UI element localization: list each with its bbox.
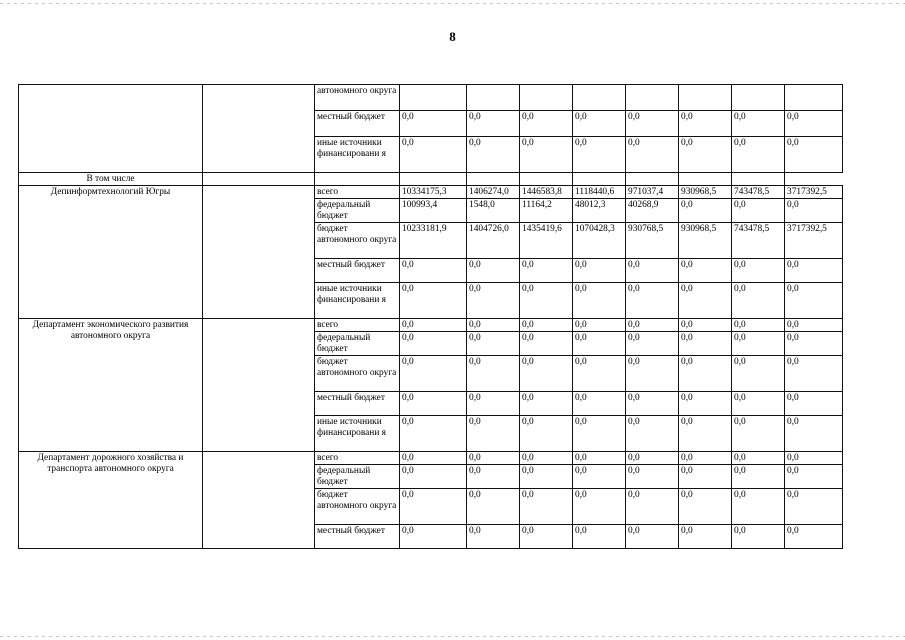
empty-cell [203,186,315,319]
value-cell: 0,0 [400,452,467,465]
value-cell: 0,0 [732,319,785,332]
value-cell: 0,0 [400,465,467,489]
value-cell: 0,0 [520,392,573,416]
value-cell: 1406274,0 [467,186,520,199]
value-cell: 0,0 [785,416,843,452]
scan-artifact-top [0,3,905,4]
organization-name: Депинформтехнологий Югры [19,186,203,319]
value-cell: 971037,4 [626,186,679,199]
value-cell: 0,0 [467,525,520,549]
value-cell [732,85,785,111]
value-cell: 0,0 [785,319,843,332]
empty-cell [400,173,467,186]
empty-cell [203,319,315,452]
value-cell: 0,0 [400,416,467,452]
funding-source-cell: федеральный бюджет [315,465,400,489]
value-cell: 0,0 [679,465,732,489]
page-number: 8 [449,29,456,44]
value-cell: 0,0 [732,199,785,223]
value-cell: 0,0 [732,283,785,319]
value-cell: 1404726,0 [467,223,520,259]
value-cell [467,85,520,111]
value-cell: 0,0 [400,392,467,416]
value-cell: 0,0 [467,465,520,489]
value-cell: 0,0 [520,452,573,465]
value-cell: 0,0 [732,452,785,465]
value-cell: 0,0 [467,111,520,137]
value-cell: 0,0 [467,137,520,173]
value-cell: 0,0 [520,416,573,452]
empty-cell [203,452,315,549]
value-cell: 0,0 [732,356,785,392]
empty-cell [520,173,573,186]
value-cell: 0,0 [679,111,732,137]
org-cell [19,85,203,173]
value-cell: 0,0 [785,283,843,319]
funding-source-cell: федеральный бюджет [315,199,400,223]
value-cell: 0,0 [679,392,732,416]
in-total-label: В том числе [19,173,203,186]
value-cell: 0,0 [400,356,467,392]
value-cell: 0,0 [679,489,732,525]
value-cell: 0,0 [573,111,626,137]
value-cell: 0,0 [520,259,573,283]
value-cell: 1070428,3 [573,223,626,259]
table-row [19,319,843,332]
value-cell: 0,0 [679,319,732,332]
value-cell: 0,0 [679,452,732,465]
empty-cell [679,173,732,186]
value-cell: 0,0 [400,111,467,137]
value-cell: 1118440,6 [573,186,626,199]
value-cell: 0,0 [679,525,732,549]
value-cell: 743478,5 [732,186,785,199]
empty-cell [467,173,520,186]
value-cell: 0,0 [732,489,785,525]
value-cell: 0,0 [626,489,679,525]
funding-source-cell: всего [315,186,400,199]
value-cell: 0,0 [732,525,785,549]
value-cell: 0,0 [467,392,520,416]
value-cell: 0,0 [785,465,843,489]
value-cell [520,85,573,111]
value-cell: 0,0 [573,525,626,549]
value-cell: 930768,5 [626,223,679,259]
value-cell: 0,0 [467,416,520,452]
value-cell: 0,0 [573,452,626,465]
funding-source-cell: иные источники финансировани я [315,283,400,319]
value-cell: 0,0 [400,489,467,525]
value-cell: 0,0 [626,452,679,465]
value-cell: 0,0 [520,356,573,392]
value-cell: 0,0 [626,259,679,283]
value-cell [679,85,732,111]
value-cell: 0,0 [467,319,520,332]
value-cell: 0,0 [679,332,732,356]
funding-source-cell: федеральный бюджет [315,332,400,356]
value-cell: 0,0 [626,465,679,489]
value-cell: 0,0 [679,283,732,319]
value-cell: 0,0 [400,283,467,319]
value-cell: 0,0 [467,283,520,319]
value-cell: 0,0 [573,465,626,489]
funding-source-cell: местный бюджет [315,259,400,283]
scan-artifact-bottom [0,636,905,637]
value-cell: 0,0 [573,137,626,173]
value-cell: 0,0 [626,332,679,356]
value-cell: 0,0 [520,283,573,319]
value-cell: 0,0 [785,356,843,392]
value-cell: 0,0 [520,319,573,332]
funding-source-cell: иные источники финансировани я [315,137,400,173]
value-cell: 40268,9 [626,199,679,223]
value-cell: 0,0 [679,199,732,223]
funding-source-cell: местный бюджет [315,525,400,549]
value-cell: 0,0 [573,259,626,283]
funding-source-cell: бюджет автономного округа [315,489,400,525]
value-cell: 0,0 [785,332,843,356]
value-cell: 0,0 [785,199,843,223]
value-cell: 0,0 [785,452,843,465]
value-cell: 0,0 [520,332,573,356]
empty-cell [203,173,315,186]
funding-source-cell: бюджет автономного округа [315,356,400,392]
value-cell: 1446583,8 [520,186,573,199]
value-cell: 0,0 [573,392,626,416]
empty-cell [732,173,785,186]
value-cell [785,85,843,111]
value-cell: 0,0 [732,137,785,173]
section-label-row [19,173,843,186]
value-cell: 1435419,6 [520,223,573,259]
value-cell: 100993,4 [400,199,467,223]
budget-table [18,84,843,549]
value-cell: 0,0 [520,111,573,137]
value-cell: 0,0 [400,259,467,283]
table-row [19,186,843,199]
value-cell: 0,0 [400,137,467,173]
value-cell: 0,0 [400,319,467,332]
value-cell: 0,0 [467,259,520,283]
value-cell: 0,0 [467,356,520,392]
empty-cell [315,173,400,186]
value-cell: 0,0 [732,465,785,489]
table-row [19,452,843,465]
value-cell [400,85,467,111]
value-cell: 1548,0 [467,199,520,223]
value-cell: 0,0 [679,356,732,392]
value-cell: 48012,3 [573,199,626,223]
value-cell: 0,0 [400,525,467,549]
value-cell: 11164,2 [520,199,573,223]
table-row [19,85,843,111]
value-cell: 0,0 [785,525,843,549]
funding-source-cell: бюджет автономного округа [315,223,400,259]
value-cell: 0,0 [400,332,467,356]
value-cell: 0,0 [573,332,626,356]
value-cell: 0,0 [679,259,732,283]
value-cell: 0,0 [626,525,679,549]
value-cell: 0,0 [467,332,520,356]
value-cell: 0,0 [520,525,573,549]
funding-source-cell: иные источники финансировани я [315,416,400,452]
value-cell: 0,0 [626,137,679,173]
value-cell: 0,0 [785,489,843,525]
value-cell: 0,0 [785,259,843,283]
value-cell: 0,0 [679,137,732,173]
value-cell: 0,0 [626,283,679,319]
funding-source-cell: местный бюджет [315,111,400,137]
value-cell: 0,0 [732,416,785,452]
value-cell: 0,0 [573,356,626,392]
value-cell: 743478,5 [732,223,785,259]
empty-cell [626,173,679,186]
value-cell: 0,0 [785,111,843,137]
value-cell: 0,0 [732,392,785,416]
organization-name: Департамент экономического развития автономного округа [19,319,203,452]
value-cell: 0,0 [520,489,573,525]
value-cell: 0,0 [732,111,785,137]
value-cell: 0,0 [467,489,520,525]
value-cell: 10334175,3 [400,186,467,199]
value-cell: 0,0 [573,283,626,319]
value-cell: 3717392,5 [785,186,843,199]
funding-source-cell: автономного округа [315,85,400,111]
value-cell: 0,0 [467,452,520,465]
value-cell: 0,0 [626,392,679,416]
value-cell: 930968,5 [679,186,732,199]
value-cell: 0,0 [626,111,679,137]
value-cell: 0,0 [785,392,843,416]
value-cell [626,85,679,111]
value-cell: 0,0 [732,259,785,283]
value-cell [573,85,626,111]
value-cell: 0,0 [520,465,573,489]
funding-source-cell: всего [315,452,400,465]
value-cell: 0,0 [573,489,626,525]
value-cell: 0,0 [626,356,679,392]
funding-source-cell: всего [315,319,400,332]
value-cell: 10233181,9 [400,223,467,259]
organization-name: Департамент дорожного хозяйства и транспорта автономного округа [19,452,203,549]
value-cell: 0,0 [573,319,626,332]
value-cell: 0,0 [626,319,679,332]
value-cell: 0,0 [732,332,785,356]
value-cell: 930968,5 [679,223,732,259]
empty-cell [203,85,315,173]
value-cell: 0,0 [785,137,843,173]
value-cell: 0,0 [573,416,626,452]
value-cell: 0,0 [626,416,679,452]
funding-source-cell: местный бюджет [315,392,400,416]
value-cell: 3717392,5 [785,223,843,259]
value-cell: 0,0 [679,416,732,452]
value-cell: 0,0 [520,137,573,173]
empty-cell [573,173,626,186]
